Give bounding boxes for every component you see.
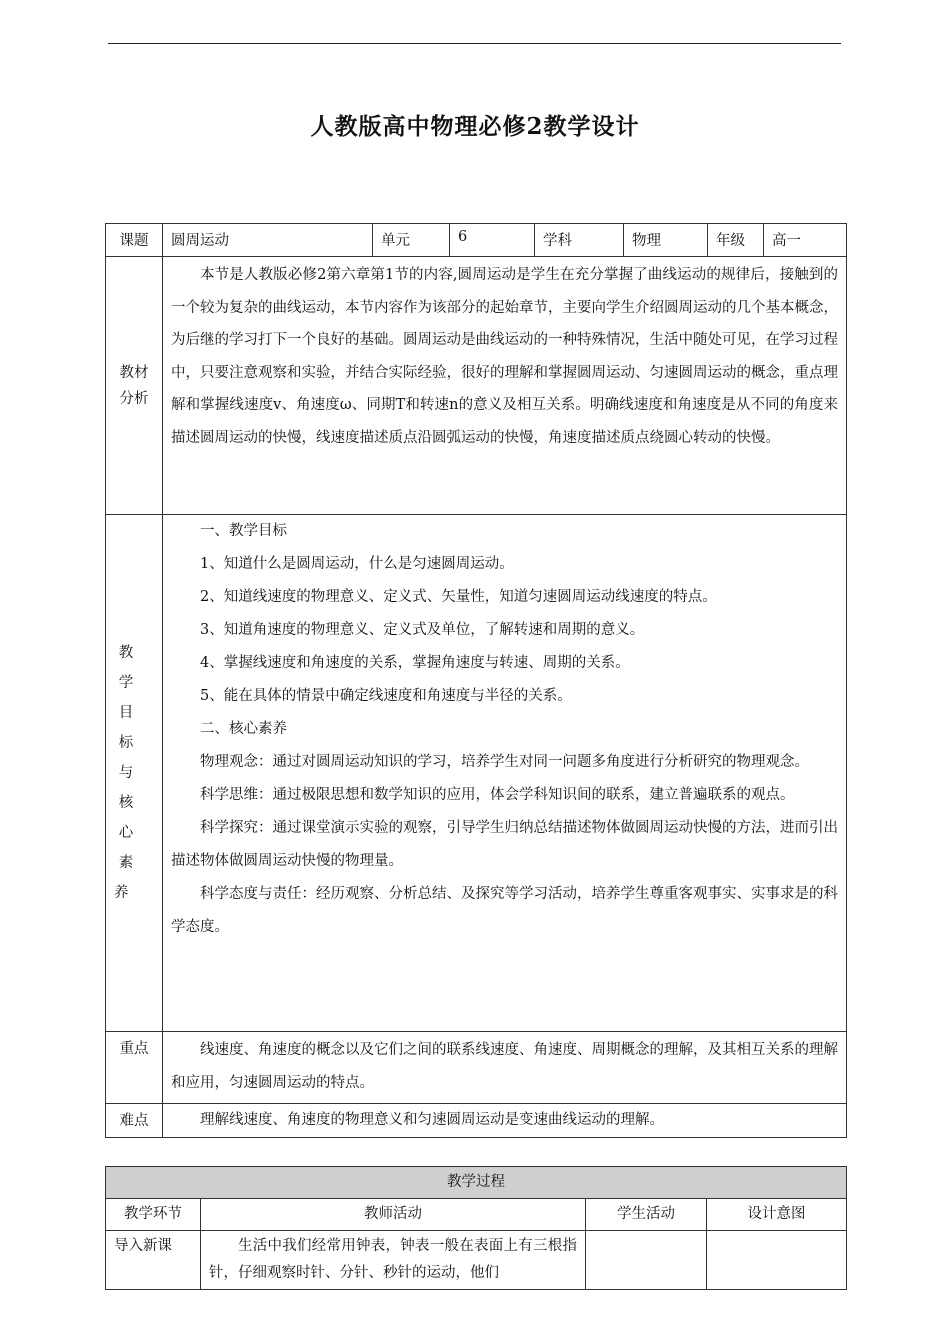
goal-item: 科学思维：通过极限思想和数学知识的应用，体会学科知识间的联系，建立普遍联系的观点。 xyxy=(200,787,795,803)
page-title: 人教版高中物理必修2教学设计 xyxy=(310,113,640,140)
analysis-label-line1: 教材 xyxy=(119,364,149,381)
analysis-text: 本节是人教版必修2第六章第1节的内容,圆周运动是学生在充分掌握了曲线运动的规律后，接触到的一个较为复杂的曲线运动，本节内容作为该部分的起始章节，主要向学生介绍圆周运动的几个基本概念，为后继的学习打下一个良好的基础。圆周运动是曲线运动的一种特殊情况，生活中随处可见，在学习过程中，只要注意观察和实验，并结合实际经验，很好的理解和掌握圆周运动、匀速圆周运动的概念，重点理解和掌握线速度v、角速度ω、同期T和转速n的意义及相互关系。明确线速度和角速度是从不同的角度来描述圆周运动的快慢，线速度描述质点沿圆弧运动的快慢，角速度描述质点绕圆心转动的快慢。 xyxy=(171,267,838,446)
difficulties-text: 理解线速度、角速度的物理意义和匀速圆周运动是变速曲线运动的理解。 xyxy=(200,1112,664,1128)
goal-item: 2、知道线速度的物理意义、定义式、矢量性，知道匀速圆周运动线速度的特点。 xyxy=(200,589,717,605)
process-header-row xyxy=(106,1199,847,1231)
process-design-intent xyxy=(707,1231,847,1290)
lesson-info-table xyxy=(105,223,847,1138)
grade-label: 年级 xyxy=(708,224,764,257)
process-header: 教师活动 xyxy=(201,1199,586,1231)
key-points-row xyxy=(106,1032,847,1104)
topic-value: 圆周运动 xyxy=(163,224,373,257)
goal-item: 3、知道角速度的物理意义、定义式及单位，了解转速和周期的意义。 xyxy=(200,622,645,638)
goal-item: 1、知道什么是圆周运动，什么是匀速圆周运动。 xyxy=(200,556,514,572)
unit-value: 6 xyxy=(450,224,535,257)
process-student-activity xyxy=(586,1231,707,1290)
difficulties-row xyxy=(106,1104,847,1138)
info-row xyxy=(106,224,847,257)
header-rule xyxy=(108,43,841,44)
goals-label-line5: 养 xyxy=(114,885,143,901)
process-teacher-activity: 生活中我们经常用钟表，钟表一般在表面上有三根指针，仔细观察时针、分针、秒针的运动，他们 xyxy=(201,1231,586,1290)
process-title-row xyxy=(106,1167,847,1199)
analysis-label xyxy=(106,257,163,515)
process-title: 教学过程 xyxy=(106,1167,847,1199)
grade-value: 高一 xyxy=(764,224,847,257)
goals-row xyxy=(106,515,847,1032)
analysis-label-line2: 分析 xyxy=(119,390,149,407)
goal-item: 科学态度与责任：经历观察、分析总结、及探究等学习活动，培养学生尊重客观事实、实事求是的科学态度。 xyxy=(171,886,838,935)
process-stage: 导入新课 xyxy=(106,1231,201,1290)
topic-label: 课题 xyxy=(106,224,163,257)
key-points-label: 重点 xyxy=(106,1032,163,1104)
goal-item: 5、能在具体的情景中确定线速度和角速度与半径的关系。 xyxy=(200,688,572,704)
unit-label: 单元 xyxy=(373,224,450,257)
goal-item: 物理观念：通过对圆周运动知识的学习，培养学生对同一问题多角度进行分析研究的物理观念。 xyxy=(200,754,809,770)
goals-label-line4: 心素 xyxy=(118,825,148,871)
goal-item: 二、核心素养 xyxy=(200,721,287,737)
goals-label-line3: 与核 xyxy=(118,765,148,811)
process-row xyxy=(106,1231,847,1290)
goal-item: 4、掌握线速度和角速度的关系，掌握角速度与转速、周期的关系。 xyxy=(200,655,630,671)
process-header: 教学环节 xyxy=(106,1199,201,1231)
goal-item: 一、教学目标 xyxy=(200,523,287,539)
teaching-process-table xyxy=(105,1166,847,1290)
goal-item: 科学探究：通过课堂演示实验的观察，引导学生归纳总结描述物体做圆周运动快慢的方法，进而引出描述物体做圆周运动快慢的物理量。 xyxy=(171,820,838,869)
goals-label-line2: 目标 xyxy=(118,705,148,751)
subject-label: 学科 xyxy=(535,224,624,257)
analysis-row xyxy=(106,257,847,515)
process-header: 设计意图 xyxy=(707,1199,847,1231)
process-header: 学生活动 xyxy=(586,1199,707,1231)
goals-label xyxy=(106,515,163,1032)
difficulties-label: 难点 xyxy=(106,1104,163,1138)
key-points-text: 线速度、角速度的概念以及它们之间的联系线速度、角速度、周期概念的理解，及其相互关系的理解和应用，匀速圆周运动的特点。 xyxy=(171,1042,838,1091)
subject-value: 物理 xyxy=(624,224,708,257)
goals-label-line1: 教学 xyxy=(118,645,148,691)
